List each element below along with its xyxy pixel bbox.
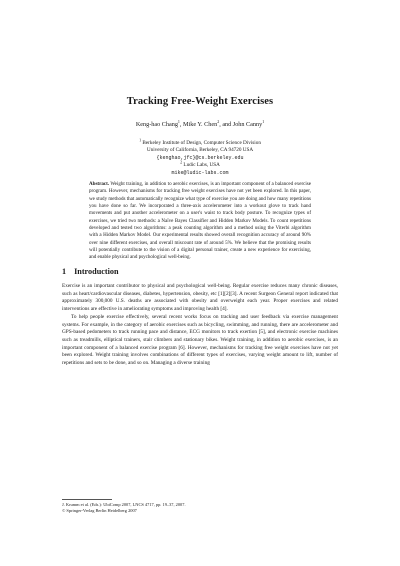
author-separator: ,: [179, 121, 184, 128]
footer-citation: J. Krumm et al. (Eds.): UbiComp 2007, LNCS 4717, pp. 19–37, 2007.: [62, 502, 186, 507]
section-title: Introduction: [74, 267, 119, 276]
affiliation-2-line-1: $^2$ Ludic Labs, USA: [180, 159, 220, 169]
abstract: [89, 181, 311, 262]
citation-footer: [62, 502, 338, 513]
affiliation-2-email: mike@ludic-labs.com: [171, 169, 229, 176]
affiliation-1-line-1: $^1$ Berkeley Institute of Design, Computer Science Division: [139, 137, 261, 146]
paragraph-1: Exercise is an important contributor to physical and psychological well-being. Regular exercise reduces many chronic diseases, such as heart/cardiovascular diseases, diabetes, hypertension, obesity, etc [1][2][3]. A recent Surgeon General report indicated that approximately 300,000 U.S. deaths are associated with obesity and overweight each year. Proper exercises and related interventions are effective in ameliorating symptoms and improving health [4].: [62, 283, 338, 313]
affil-mark: 1: [139, 137, 142, 143]
author-affil-mark: 1: [177, 118, 180, 124]
paragraph-2: To help people exercise effectively, several recent works focus on tracking and user feedback via exercise management systems. For example, in the category of aerobic exercises such as bicycling, swimming, and running, there are accelerometer and GPS-based pedometers to track running pace and distance, ECG monitors to track exertion [5], and electronic exercise machines such as treadmills, elliptical trainers, stair climbers and stationary bikes. Weight training, in addition to aerobic exercises, is an important component of a balanced exercise program [6]. However, mechanisms for tracking free weight exercises have not yet been explored. Weight training involves combinations of different types of exercises, varying weight amount to lift, number of repetitions and sets to be done, and so on. Managing a diverse training: [62, 313, 338, 367]
author-name: Keng-hao Chang: [135, 121, 178, 128]
affiliations: [0, 137, 400, 177]
author-name: John Canny: [232, 121, 263, 128]
paper-title: Tracking Free-Weight Exercises: [126, 96, 274, 107]
abstract-label: Abstract.: [89, 181, 110, 187]
author-name: Mike Y. Chen: [183, 121, 218, 128]
affiliation-1-email: {kenghao,jfc}@cs.berkeley.edu: [156, 154, 244, 161]
author-separator: , and: [219, 121, 233, 128]
author-affil-mark: 2: [217, 118, 220, 124]
affil-mark: 2: [180, 159, 183, 165]
author-affil-mark: 1: [262, 118, 265, 124]
author-list: [0, 118, 400, 128]
section-heading: [62, 267, 342, 276]
footnote-rule: [62, 499, 112, 500]
affiliation-1-line-2: University of California, Berkeley, CA 94720 USA: [146, 147, 254, 154]
footer-copyright: © Springer-Verlag Berlin Heidelberg 2007: [62, 507, 137, 513]
section-number: 1: [62, 267, 67, 276]
body-text: [62, 283, 338, 368]
abstract-text: Weight training, in addition to aerobic exercises, is an important component of a balanced exercise program. However, mechanisms for tracking free weight exercises have not yet been explored. In this paper, we study methods that automatically recognize what type of exercise you are doing and how many repetitions you have done so far. We incorporated a three-axis accelerometer into a workout glove to track hand movements and put another accelerometer on a user's waist to track body posture. To recognize types of exercises, we tried two methods: a Naïve Bayes Classifier and Hidden Markov Models. To count repetitions developed and tested two algorithms: a peak counting algorithm and a method using the Viterbi algorithm with a Hidden Markov Model. Our experimental results showed overall recognition accuracy of around 90% over nine different exercises, and overall miscount rate of around 5%. We believe that the promising results will potentially contribute to the vision of a digital personal trainer, create a new experience for exercising, and enable physical and psychological well-being.: [89, 181, 311, 261]
